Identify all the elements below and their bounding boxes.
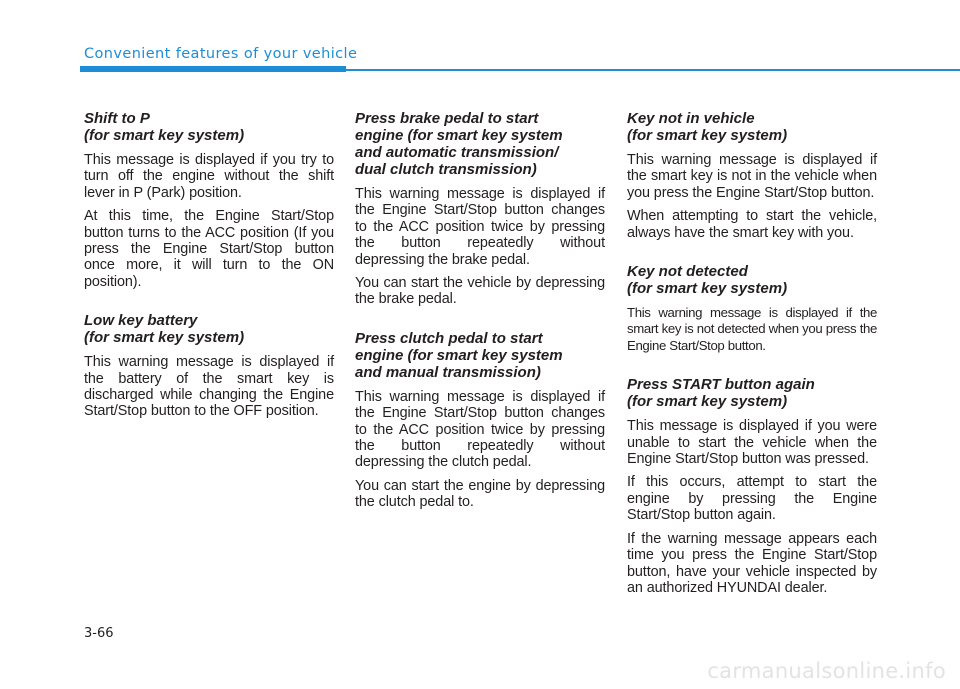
header-rule-thick	[80, 66, 346, 72]
paragraph: This warning message is displayed if the smart key is not detected when you press the Engine Start/Stop button.	[627, 305, 877, 353]
section-heading	[627, 110, 877, 144]
heading-line: (for smart key system)	[627, 393, 788, 411]
heading-line: Key not in vehicle	[627, 110, 755, 127]
section-key-not-in-vehicle	[627, 110, 877, 241]
paragraph: If this occurs, attempt to start the engine by pressing the Engine Start/Stop button again.	[627, 474, 877, 524]
heading-line: engine (for smart key system	[355, 127, 563, 144]
paragraph: At this time, the Engine Start/Stop button turns to the ACC position (If you press the Engine Start/Stop button once more, it will turn to the ON position).	[84, 208, 334, 290]
watermark: carmanualsonline.info	[707, 659, 946, 683]
heading-line: and manual transmission)	[355, 363, 541, 381]
heading-line: Press START button again	[627, 376, 815, 394]
paragraph: If the warning message appears each time you press the Engine Start/Stop button, have your vehicle inspected by an authorized HYUNDAI dealer.	[627, 530, 877, 596]
header-rule-thin	[346, 69, 960, 71]
heading-line: Shift to P	[84, 110, 150, 127]
section-heading	[355, 330, 605, 381]
column-right	[627, 110, 877, 618]
section-press-start-again	[627, 376, 877, 596]
heading-line: (for smart key system)	[627, 280, 788, 298]
page-number: 3-66	[84, 626, 114, 641]
paragraph: This warning message is displayed if the Engine Start/Stop button changes to the ACC position twice by pressing the button repeatedly without depressing the brake pedal.	[355, 186, 605, 268]
paragraph: This warning message is displayed if the Engine Start/Stop button changes to the ACC position twice by pressing the button repeatedly without depressing the clutch pedal.	[355, 388, 605, 471]
paragraph: This warning message is displayed if the smart key is not in the vehicle when you press the Engine Start/Stop button.	[627, 152, 877, 201]
section-low-key-battery	[84, 312, 334, 420]
heading-line: Key not detected	[627, 263, 748, 281]
section-heading	[84, 110, 334, 144]
section-shift-to-p	[84, 110, 334, 290]
section-heading	[627, 263, 877, 297]
heading-line: dual clutch transmission)	[355, 161, 537, 178]
paragraph: When attempting to start the vehicle, always have the smart key with you.	[627, 208, 877, 241]
heading-line: Low key battery	[84, 312, 198, 330]
heading-line: (for smart key system)	[84, 127, 245, 144]
paragraph: This warning message is displayed if the battery of the smart key is discharged while changing the Engine Start/Stop button to the OFF position.	[84, 354, 334, 420]
section-title: Convenient features of your vehicle	[84, 46, 358, 62]
heading-line: engine (for smart key system	[355, 346, 563, 364]
section-heading	[84, 312, 334, 346]
paragraph: This message is displayed if you try to turn off the engine without the shift lever in P (Park) position.	[84, 152, 334, 201]
section-press-clutch-pedal	[355, 330, 605, 511]
column-middle	[355, 110, 605, 533]
heading-line: Press clutch pedal to start	[355, 329, 543, 347]
paragraph: This message is displayed if you were unable to start the vehicle when the Engine Start/Stop button was pressed.	[627, 418, 877, 468]
heading-line: (for smart key system)	[627, 127, 788, 144]
section-heading	[627, 376, 877, 410]
section-key-not-detected	[627, 263, 877, 354]
column-left	[84, 110, 334, 442]
heading-line: Press brake pedal to start	[355, 110, 539, 127]
section-press-brake-pedal	[355, 110, 605, 308]
section-heading	[355, 110, 605, 178]
paragraph: You can start the vehicle by depressing the brake pedal.	[355, 275, 605, 308]
heading-line: (for smart key system)	[84, 329, 245, 347]
heading-line: and automatic transmission/	[355, 144, 559, 161]
paragraph: You can start the engine by depressing the clutch pedal to.	[355, 477, 605, 511]
